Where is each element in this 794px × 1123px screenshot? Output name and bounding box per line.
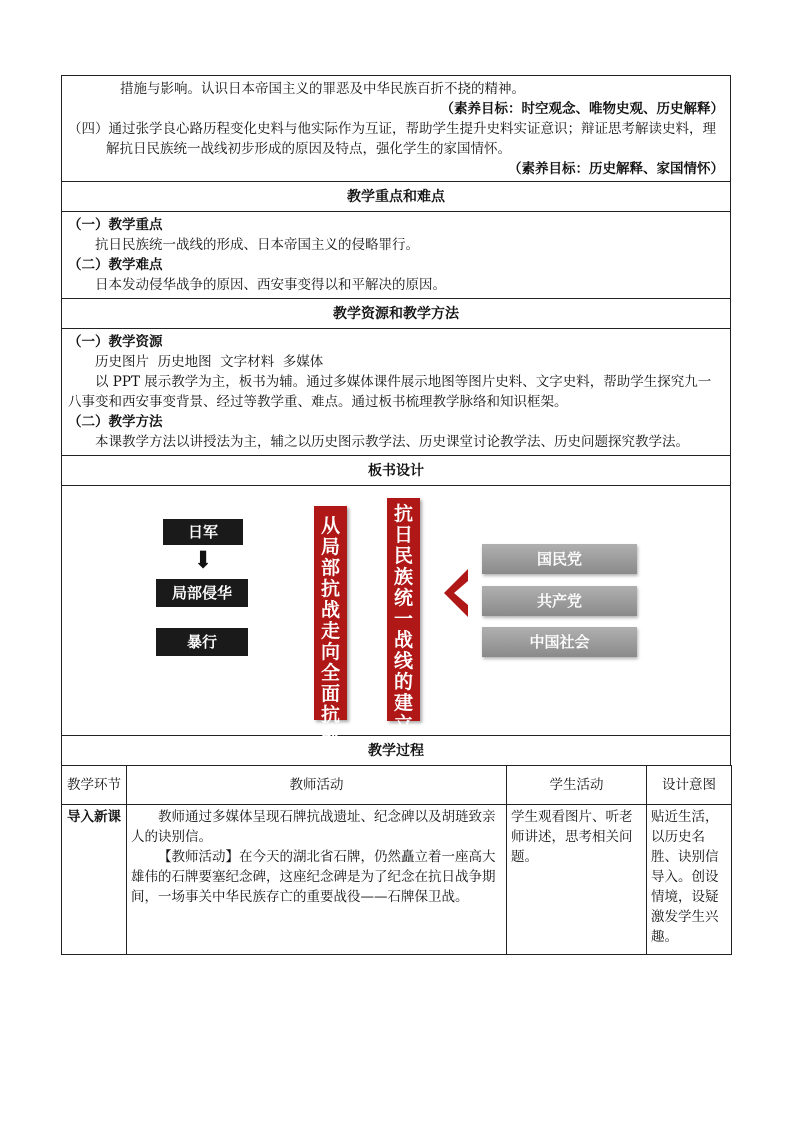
down-arrow-icon: ⬇ [192, 546, 214, 574]
resources-section [61, 329, 731, 456]
student-activity-cell: 学生观看图片、听老师讲述，思考相关问题。 [507, 805, 647, 955]
resources-subheading-2: （二）教学方法 [68, 414, 163, 430]
process-header-row [62, 766, 732, 805]
stage-cell: 导入新课 [62, 805, 127, 955]
goal-item-4: （四）通过张学良心路历程变化史料与他实际作为互证，帮助学生提升史料实证意识；辩证思考解读史料，理解抗日民族统一战线初步形成的原因及特点，强化学生的家国情怀。 [68, 121, 716, 157]
resources-text-1: 以 PPT 展示教学为主，板书为辅。通过多媒体课件展示地图等图片史料、文字史料，帮助学生探究九一八事变和西安事变背景、经过等教学重、难点。通过板书梳理教学脉络和知识框架。 [68, 374, 712, 410]
resources-subheading-1: （一）教学资源 [68, 334, 163, 350]
teacher-paragraph-1: 教师通过多媒体呈现石牌抗战遗址、纪念碑以及胡琏致亲人的诀别信。 [131, 809, 496, 845]
process-heading: 教学过程 [61, 736, 731, 766]
keypoints-subheading-1: （一）教学重点 [68, 217, 163, 233]
board-box-partial-invasion: 局部侵华 [156, 579, 248, 607]
table-row [62, 805, 732, 955]
board-vertical-title-1: 从局部抗战走向全面抗战 [314, 506, 347, 720]
design-intent-cell: 贴近生活，以历史名胜、诀别信导入。创设情境，设疑激发学生兴趣。 [647, 805, 732, 955]
keypoints-section [61, 212, 731, 299]
board-box-chinese-society: 中国社会 [482, 627, 637, 657]
header-stage: 教学环节 [62, 766, 127, 805]
resources-list: 历史图片 历史地图 文字材料 多媒体 [95, 354, 324, 370]
lesson-plan-document [61, 75, 731, 955]
chevron-left-icon [444, 569, 468, 617]
keypoints-text-1: 抗日民族统一战线的形成、日本帝国主义的侵略罪行。 [95, 237, 419, 253]
teacher-paragraph-2: 【教师活动】在今天的湖北省石牌，仍然矗立着一座高大雄伟的石牌要塞纪念碑，这座纪念碑是为了纪念在抗日战争期间，一场事关中华民族存亡的重要战役——石牌保卫战。 [131, 849, 496, 905]
literacy-aim-2: （素养目标：历史解释、家国情怀） [508, 161, 724, 177]
keypoints-heading: 教学重点和难点 [61, 182, 731, 212]
goals-section [61, 75, 731, 182]
teacher-activity-cell [127, 805, 507, 955]
board-box-cpc: 共产党 [482, 586, 637, 616]
board-vertical-title-2: 抗日民族统一战线的建立 [387, 498, 420, 721]
goals-line: 措施与影响。认识日本帝国主义的罪恶及中华民族百折不挠的精神。 [120, 81, 525, 97]
board-box-kmt: 国民党 [482, 544, 637, 574]
header-teacher: 教师活动 [127, 766, 507, 805]
keypoints-text-2: 日本发动侵华战争的原因、西安事变得以和平解决的原因。 [95, 277, 446, 293]
resources-heading: 教学资源和教学方法 [61, 299, 731, 329]
header-intent: 设计意图 [647, 766, 732, 805]
board-heading: 板书设计 [61, 456, 731, 486]
keypoints-subheading-2: （二）教学难点 [68, 257, 163, 273]
literacy-aim-1: （素养目标：时空观念、唯物史观、历史解释） [440, 101, 724, 117]
board-box-japanese-army: 日军 [163, 519, 243, 545]
header-student: 学生活动 [507, 766, 647, 805]
board-box-atrocities: 暴行 [156, 628, 248, 656]
process-table [61, 765, 732, 955]
board-design [61, 486, 731, 747]
resources-text-2: 本课教学方法以讲授法为主，辅之以历史图示教学法、历史课堂讨论教学法、历史问题探究教学法。 [95, 434, 689, 450]
